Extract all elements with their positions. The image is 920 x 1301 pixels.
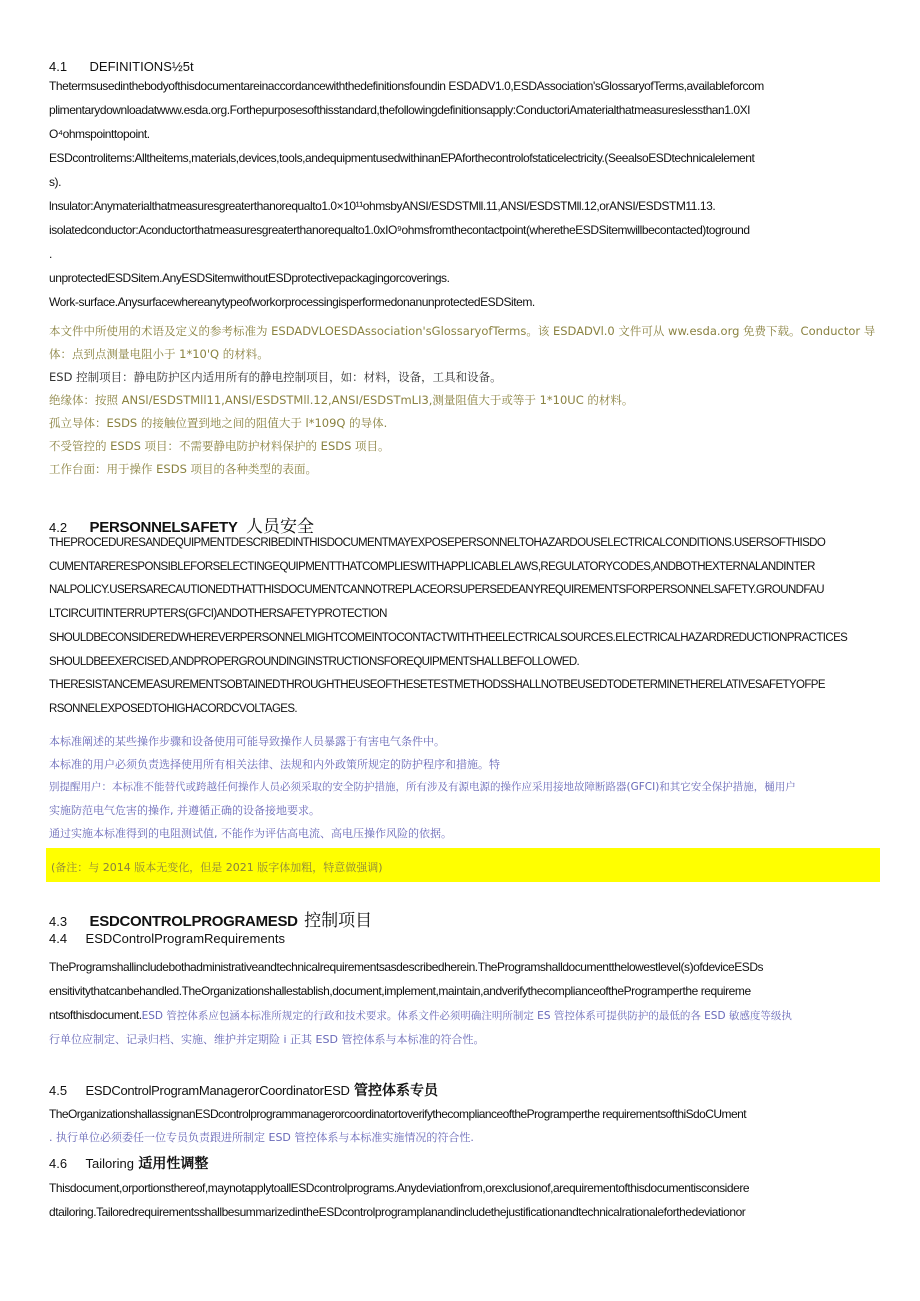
section-4-5-heading — [49, 1080, 438, 1100]
chinese-line: 不受管控的 ESDS 项目：不需要静电防护材料保护的 ESDS 项目。 — [49, 439, 390, 453]
section-4-1-english — [49, 74, 877, 314]
chinese-line: ESD 控制项目：静电防护区内适用所有的静电控制项目，如：材料，设备，工具和设备。 — [49, 370, 502, 384]
section-title-cn: 控制项目 — [304, 911, 373, 931]
chinese-line: 孤立导体：ESDS 的接触位置到地之间的阻值大于 l*109Q 的导体. — [49, 416, 388, 430]
section-number: 4.3 — [49, 914, 68, 929]
section-title: DEFINITIONS½5t — [89, 59, 194, 74]
chinese-line: 实施防范电气危害的操作, 并遵循正确的设备接地要求。 — [49, 804, 320, 817]
section-4-5-body — [49, 1102, 877, 1149]
section-4-2-chinese — [49, 730, 879, 845]
paragraph-line: SHOULDBECONSIDEREDWHEREVERPERSONNELMIGHTCOMEINTOCONTACTWITHTHEELECTRICALSOURCES.ELECTRICALHAZARDREDUCTIONPRACTICES — [49, 631, 848, 644]
section-title: ESDControlProgramRequirements — [85, 931, 285, 946]
chinese-line: 本文件中所使用的术语及定义的参考标准为 ESDADVLOESDAssociation'sGlossaryofTerms。该 ESDADVl.0 文件可从 ww.esda.org 免费下载。Conductor 导 — [49, 324, 876, 338]
paragraph-line-mixed — [49, 1003, 877, 1028]
section-4-1-chinese — [49, 320, 879, 481]
section-number: 4.4 — [49, 931, 68, 946]
paragraph-line: THERESISTANCEMEASUREMENTSOBTAINEDTHROUGHTHEUSEOFTHESETESTMETHODSSHALLNOTBEUSEDTODETERMINETHERELATIVESAFETYOFPE — [49, 679, 825, 692]
paragraph-line: RSONNELEXPOSEDTOHIGHACORDCVOLTAGES. — [49, 702, 298, 715]
paragraph-line: TheProgramshallincludebothadministrativeandtechnicalrequirementsasdescribedherein.TheProgramshalldocumentthelowestlevel(s)ofdeviceESDs — [49, 960, 764, 974]
section-number: 4.2 — [49, 520, 68, 535]
chinese-line: 本标准的用户必须负责选择使用所有相关法律、法规和内外政策所规定的防护程序和措施。特 — [49, 758, 500, 771]
highlighted-note — [46, 848, 880, 882]
paragraph-line: ESDcontrolitems:Alltheitems,materials,devices,tools,andequipmentusedwithinanEPAforthecontrolofstaticelectricity.(SeealsoESDtechnicalelement — [49, 151, 755, 165]
section-title: ESDCONTROLPROGRAMESD — [89, 913, 298, 930]
section-number: 4.5 — [49, 1083, 68, 1098]
section-4-6-heading — [49, 1153, 208, 1173]
paragraph-line: isolatedconductor:Aconductorthatmeasuresgreaterthanorequalto1.0xIO⁹ohmsfromthecontactpoint(wheretheESDSitemwillbecontacted)toground — [49, 223, 750, 237]
paragraph-line: THEPROCEDURESANDEQUIPMENTDESCRIBEDINTHISDOCUMENTMAYEXPOSEPERSONNELTOHAZARDOUSELECTRICALCONDITIONS.USERSOFTHISDO — [49, 537, 826, 549]
section-title-cn: 适用性调整 — [138, 1156, 209, 1172]
paragraph-line: CUMENTARERESPONSIBLEFORSELECTINGEQUIPMENTTHATCOMPLIESWITHAPPLICABLELAWS,REGULATORYCODES,ANDBOTHEXTERNALANDINTER — [49, 560, 815, 573]
chinese-line: 本标准阐述的某些操作步骤和设备使用可能导致操作人员暴露于有害电气条件中。 — [49, 735, 445, 748]
paragraph-line: O⁴ohmspointtopoint. — [49, 127, 150, 141]
chinese-line: . 执行单位必须委任一位专员负责跟进所制定 ESD 管控体系与本标准实施情况的符合性. — [49, 1131, 474, 1144]
chinese-line: 别提醒用户：本标准不能替代或跨越任何操作人员必须采取的安全防护措施，所有涉及有源电源的操作应采用接地故障断路器(GFCI)和其它安全保护措施，樋用户 — [49, 781, 796, 793]
note-text: (备注：与 2014 版本无变化，但是 2021 版字体加粗，特意做强调) — [51, 861, 383, 874]
chinese-line: 通过实施本标准得到的电阻测试值, 不能作为评估高电流、高电压操作风险的依据。 — [49, 827, 452, 840]
section-number: 4.6 — [49, 1156, 68, 1171]
chinese-line: 行单位应制定、记录归档、实施、维护并定期险 i 正其 ESD 管控体系与本标准的符合性。 — [49, 1033, 485, 1046]
paragraph-line: NALPOLICY.USERSARECAUTIONEDTHATTHISDOCUMENTCANNOTREPLACEORSUPERSEDEANYREQUIREMENTSFORPERSONNELSAFETY.GROUNDFAU — [49, 584, 824, 597]
paragraph-line: ntsofthisdocument. — [49, 1008, 142, 1022]
paragraph-line: ensitivitythatcanbehandled.TheOrganizationshallestablish,document,implement,maintain,andverifythecomplianceoftheProgramperthe requireme — [49, 984, 751, 998]
paragraph-line: lnsulator:Anymaterialthatmeasuresgreaterthanorequalto1.0×10¹¹ohmsbyANSI/ESDSTMll.11,ANSI/ESDSTMll.12,orANSI/ESDSTM11.13. — [49, 199, 716, 213]
chinese-line: 体：点到点测量电阻小于 1*10'Q 的材料。 — [49, 347, 269, 361]
section-title: ESDControlProgramManagerorCoordinatorESD — [85, 1083, 350, 1098]
section-title: PERSONNELSAFETY — [89, 519, 238, 536]
section-title-cn: 人员安全 — [246, 517, 315, 537]
paragraph-line: unprotectedESDSitem.AnyESDSitemwithoutESDprotectivepackagingorcoverings. — [49, 271, 450, 285]
section-title: Tailoring — [85, 1156, 134, 1171]
paragraph-line: LTCIRCUITINTERRUPTERS(GFCI)ANDOTHERSAFETYPROTECTION — [49, 608, 387, 621]
paragraph-line: Thetermsusedinthebodyofthisdocumentareinaccordancewiththedefinitionsfoundin ESDADV1.0,ESDAssociation'sGlossaryofTerms,availableforcom — [49, 79, 764, 93]
section-number: 4.1 — [49, 59, 68, 74]
section-4-3-heading — [49, 906, 372, 931]
chinese-line: 绝缘体：按照 ANSl/ESDSTMll11,ANSl/ESDSTMll.12,ANSI/ESDSTmLI3,测量阻值大于或等于 1*10UC 的材料。 — [49, 393, 634, 407]
section-4-2-english — [49, 532, 877, 722]
paragraph-line: plimentarydownloadatwww.esda.org.Forthepurposesofthisstandard,thefollowingdefinitionsapply:ConductoriAmaterialthatmeasureslessthan1.0XI — [49, 103, 751, 117]
chinese-line: 工作台面：用于操作 ESDS 项目的各种类型的表面。 — [49, 462, 318, 476]
section-title-cn: 管控体系专员 — [354, 1083, 438, 1099]
chinese-line: ESD 管控体系应包涵本标准所规定的行政和技术要求。体系文件必须明确注明所制定 ES 管控体系可提供防护的最低的各 ESD 敏感度等级执 — [141, 1010, 792, 1022]
paragraph-line: s). — [49, 175, 61, 189]
section-4-4-heading — [49, 930, 285, 948]
paragraph-line: Thisdocument,orportionsthereof,maynotapplytoallESDcontrolprograms.Anydeviationfrom,orexclusionof,arequirementofthisdocumentisconsidere — [49, 1181, 750, 1195]
paragraph-line: TheOrganizationshallassignanESDcontrolprogrammanagerorcoordinatortoverifythecomplianceoftheProgramperthe requirementsofthiSdoCUment — [49, 1107, 747, 1121]
paragraph-line: . — [49, 247, 52, 261]
paragraph-line: Work-surface.AnysurfacewhereanytypeofworkorprocessingisperformedonanunprotectedESDSitem. — [49, 295, 535, 309]
section-4-4-body — [49, 955, 877, 1052]
paragraph-line: SHOULDBEEXERCISED,ANDPROPERGROUNDINGINSTRUCTIONSFOREQUIPMENTSHALLBEFOLLOWED. — [49, 655, 580, 668]
paragraph-line: dtailoring.TailoredrequirementsshallbesummarizedintheESDcontrolprogramplanandincludethejustificationandtechnicalrationaleforthedeviationor — [49, 1205, 746, 1219]
section-4-6-body — [49, 1176, 877, 1224]
